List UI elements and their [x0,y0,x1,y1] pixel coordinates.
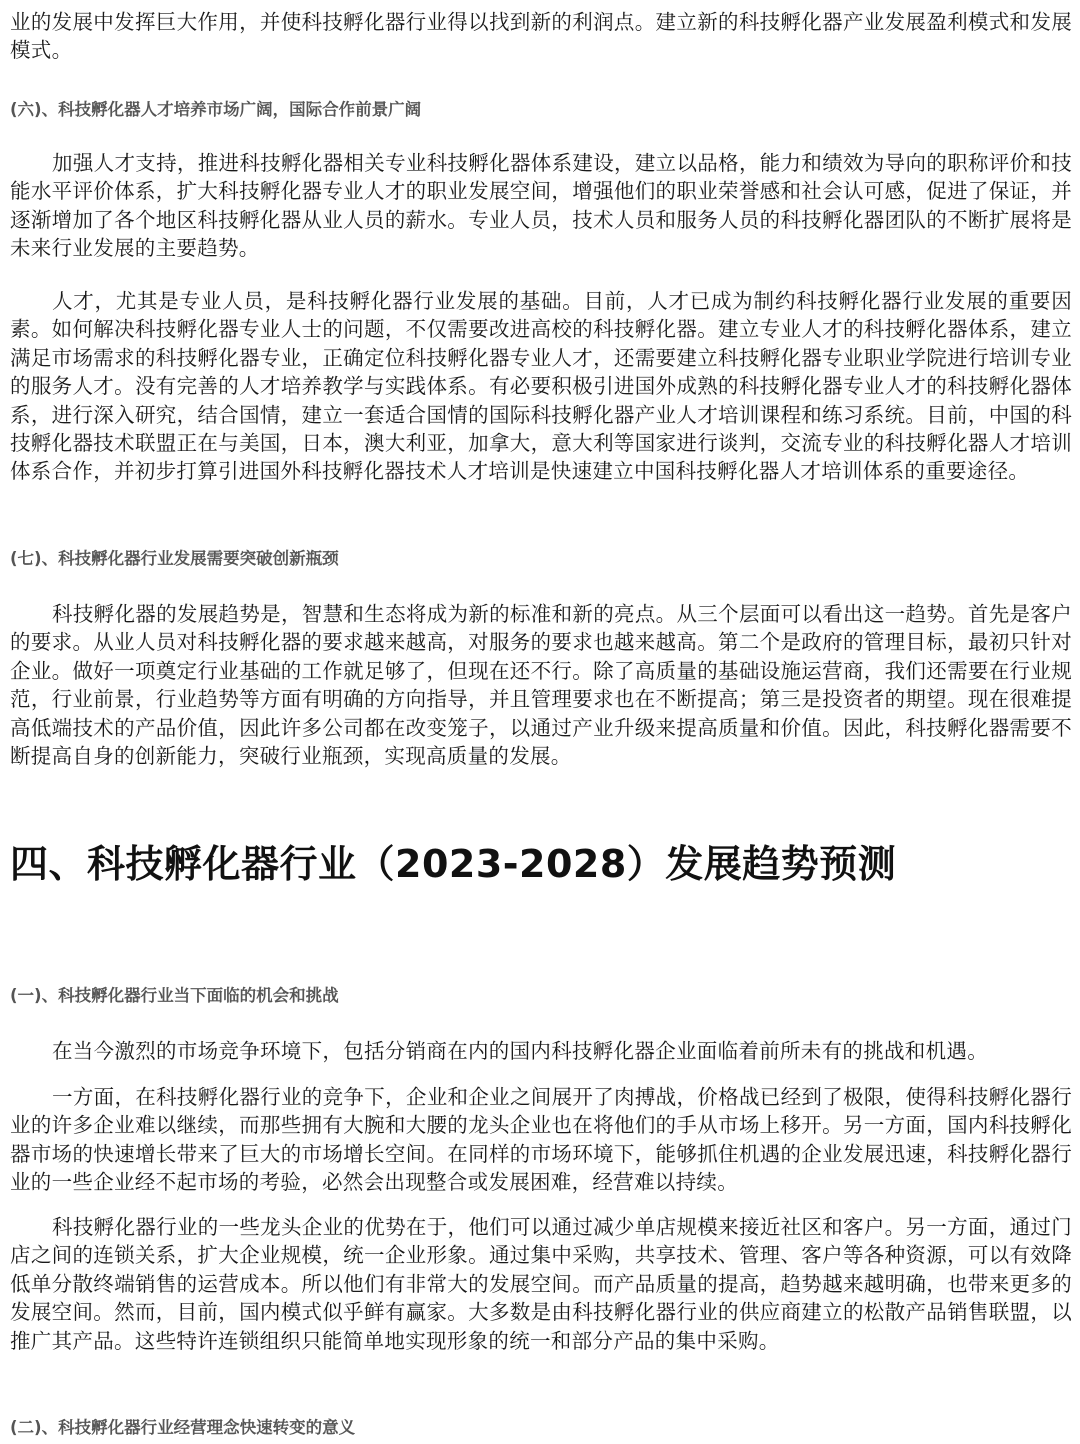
section-one-heading: (一)、科技孵化器行业当下面临的机会和挑战 [10,986,339,1005]
section-six-heading: (六)、科技孵化器人才培养市场广阔，国际合作前景广阔 [10,100,422,119]
intro-paragraph: 业的发展中发挥巨大作用，并使科技孵化器行业得以找到新的利润点。建立新的科技孵化器产业发展盈利模式和发展模式。 [10,10,1072,63]
section-six-paragraph-1: 加强人才支持，推进科技孵化器相关专业科技孵化器体系建设，建立以品格，能力和绩效为导向的职称评价和技能水平评价体系，扩大科技孵化器专业人才的职业发展空间，增强他们的职业荣誉感和社会认可感，促进了保证，并逐渐增加了各个地区科技孵化器从业人员的薪水。专业人员，技术人员和服务人员的科技孵化器团队的不断扩展将是未来行业发展的主要趋势。 [10,151,1072,261]
section-six-paragraph-2: 人才，尤其是专业人员，是科技孵化器行业发展的基础。目前，人才已成为制约科技孵化器行业发展的重要因素。如何解决科技孵化器专业人士的问题，不仅需要改进高校的科技孵化器。建立专业人才的科技孵化器体系，建立满足市场需求的科技孵化器专业，正确定位科技孵化器专业人才，还需要建立科技孵化器专业职业学院进行培训专业的服务人才。没有完善的人才培养教学与实践体系。有必要积极引进国外成熟的科技孵化器专业人才的科技孵化器体系，进行深入研究，结合国情，建立一套适合国情的国际科技孵化器产业人才培训课程和练习系统。目前，中国的科技孵化器技术联盟正在与美国，日本，澳大利亚，加拿大，意大利等国家进行谈判，交流专业的科技孵化器人才培训体系合作，并初步打算引进国外科技孵化器技术人才培训是快速建立中国科技孵化器人才培训体系的重要途径。 [10,289,1072,484]
chapter-four-title: 四、科技孵化器行业（2023-2028）发展趋势预测 [10,842,897,886]
section-one-paragraph-3: 科技孵化器行业的一些龙头企业的优势在于，他们可以通过减少单店规模来接近社区和客户。另一方面，通过门店之间的连锁关系，扩大企业规模，统一企业形象。通过集中采购，共享技术、管理、客户等各种资源，可以有效降低单分散终端销售的运营成本。所以他们有非常大的发展空间。而产品质量的提高，趋势越来越明确，也带来更多的发展空间。然而，目前，国内模式似乎鲜有赢家。大多数是由科技孵化器行业的供应商建立的松散产品销售联盟，以推广其产品。这些特许连锁组织只能简单地实现形象的统一和部分产品的集中采购。 [10,1215,1072,1353]
section-one-paragraph-2: 一方面，在科技孵化器行业的竞争下，企业和企业之间展开了肉搏战，价格战已经到了极限，使得科技孵化器行业的许多企业难以继续，而那些拥有大腕和大腰的龙头企业也在将他们的手从市场上移开。另一方面，国内科技孵化器市场的快速增长带来了巨大的市场增长空间。在同样的市场环境下，能够抓住机遇的企业发展迅速，科技孵化器行业的一些企业经不起市场的考验，必然会出现整合或发展困难，经营难以持续。 [10,1085,1072,1195]
section-one-paragraph-1: 在当今激烈的市场竞争环境下，包括分销商在内的国内科技孵化器企业面临着前所未有的挑战和机遇。 [52,1039,988,1063]
section-seven-heading: (七)、科技孵化器行业发展需要突破创新瓶颈 [10,549,339,568]
section-two-heading: (二)、科技孵化器行业经营理念快速转变的意义 [10,1418,356,1437]
section-seven-paragraph-1: 科技孵化器的发展趋势是，智慧和生态将成为新的标准和新的亮点。从三个层面可以看出这一趋势。首先是客户的要求。从业人员对科技孵化器的要求越来越高，对服务的要求也越来越高。第二个是政府的管理目标，最初只针对企业。做好一项奠定行业基础的工作就足够了，但现在还不行。除了高质量的基础设施运营商，我们还需要在行业规范，行业前景，行业趋势等方面有明确的方向指导，并且管理要求也在不断提高；第三是投资者的期望。现在很难提高低端技术的产品价值，因此许多公司都在改变笼子，以通过产业升级来提高质量和价值。因此，科技孵化器需要不断提高自身的创新能力，突破行业瓶颈，实现高质量的发展。 [10,602,1072,769]
